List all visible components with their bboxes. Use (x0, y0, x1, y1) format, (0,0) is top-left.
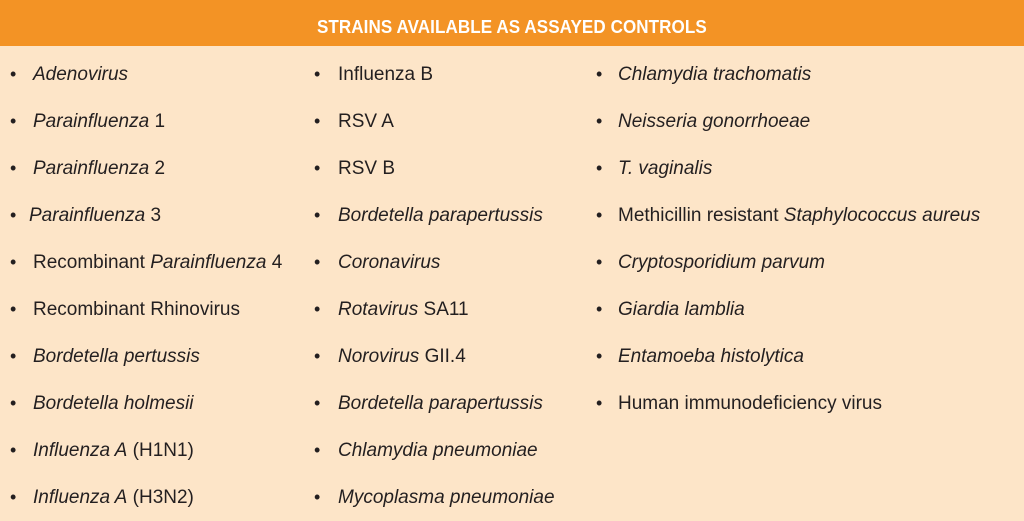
strain-text-italic: Entamoeba histolytica (618, 346, 804, 367)
bullet-icon: • (596, 299, 603, 319)
strain-name (338, 333, 466, 380)
strain-text-italic: Adenovirus (33, 64, 129, 85)
strain-name (338, 286, 469, 333)
strain-name (338, 98, 394, 145)
bullet-icon: • (10, 205, 17, 225)
strain-text-italic: Cryptosporidium parvum (618, 252, 825, 273)
strain-text-italic: T. vaginalis (618, 158, 713, 179)
bullet-icon: • (596, 346, 603, 366)
strain-name (618, 145, 712, 192)
strain-text-regular: (H1N1) (127, 440, 194, 461)
strain-text-italic: Neisseria gonorrhoeae (618, 111, 811, 132)
strain-name (338, 380, 543, 427)
bullet-icon: • (314, 252, 321, 272)
strain-text-italic: Parainfluenza (33, 111, 150, 132)
strain-text-regular: Influenza B (338, 64, 434, 85)
bullet-icon: • (10, 487, 17, 507)
strain-name (33, 286, 240, 333)
strain-name (29, 192, 161, 239)
strain-text-regular: Methicillin resistant (618, 205, 784, 226)
strain-text-italic: Parainfluenza (33, 158, 150, 179)
strain-text-regular: SA11 (418, 299, 469, 320)
bullet-icon: • (10, 111, 17, 131)
strain-text-italic: Bordetella holmesii (33, 393, 194, 414)
strain-text-regular: 3 (145, 205, 162, 226)
bullet-icon: • (10, 252, 17, 272)
bullet-icon: • (596, 205, 603, 225)
strain-text-regular: Recombinant Rhinovirus (33, 299, 240, 320)
strain-text-regular: 4 (266, 252, 283, 273)
strain-name (33, 51, 128, 98)
strain-text-regular: Recombinant (33, 252, 151, 273)
strain-name (338, 51, 433, 98)
bullet-icon: • (10, 440, 17, 460)
bullet-icon: • (596, 111, 603, 131)
strain-text-italic: Norovirus (338, 346, 420, 367)
strain-text-italic: Bordetella pertussis (33, 346, 200, 367)
strain-text-regular: Human immunodeficiency virus (618, 393, 882, 414)
bullet-icon: • (314, 487, 321, 507)
strain-text-italic: Influenza A (33, 487, 128, 508)
strain-text-italic: Coronavirus (338, 252, 441, 273)
strain-name (338, 192, 543, 239)
strain-name (618, 239, 825, 286)
bullet-icon: • (10, 64, 17, 84)
strain-text-regular: GII.4 (419, 346, 466, 367)
strain-text-italic: Parainfluenza (150, 252, 267, 273)
bullet-icon: • (596, 252, 603, 272)
strain-text-italic: Rotavirus (338, 299, 419, 320)
strain-text-italic: Parainfluenza (29, 205, 146, 226)
strain-text-italic: Chlamydia trachomatis (618, 64, 812, 85)
bullet-icon: • (596, 158, 603, 178)
strain-name (33, 98, 165, 145)
bullet-icon: • (596, 64, 603, 84)
bullet-icon: • (314, 111, 321, 131)
bullet-icon: • (10, 393, 17, 413)
header-bar (0, 0, 1024, 46)
strain-name (338, 239, 440, 286)
strain-name (338, 145, 395, 192)
strain-name (33, 333, 200, 380)
strain-name (33, 427, 194, 474)
strain-name (338, 427, 538, 474)
strain-text-italic: Chlamydia pneumoniae (338, 440, 538, 461)
bullet-icon: • (314, 158, 321, 178)
strain-name (33, 474, 194, 521)
strain-name (618, 51, 811, 98)
strain-name (618, 380, 882, 427)
strain-text-regular: 1 (149, 111, 166, 132)
bullet-icon: • (314, 64, 321, 84)
strain-text-regular: RSV A (338, 111, 394, 132)
bullet-icon: • (314, 205, 321, 225)
bullet-icon: • (314, 393, 321, 413)
bullet-icon: • (10, 158, 17, 178)
strain-name (338, 474, 555, 521)
bullet-icon: • (10, 346, 17, 366)
strain-text-regular: RSV B (338, 158, 396, 179)
strain-name (33, 380, 194, 427)
panel-title: STRAINS AVAILABLE AS ASSAYED CONTROLS (317, 16, 707, 37)
strain-name (33, 239, 282, 286)
strain-text-italic: Staphylococcus aureus (783, 205, 981, 226)
strain-text-regular: (H3N2) (127, 487, 194, 508)
bullet-icon: • (314, 346, 321, 366)
strain-name (33, 145, 165, 192)
strain-text-italic: Giardia lamblia (618, 299, 745, 320)
strain-name (618, 286, 745, 333)
strain-name (618, 333, 804, 380)
strain-name (618, 98, 810, 145)
strain-text-italic: Influenza A (33, 440, 128, 461)
strain-text-italic: Bordetella parapertussis (338, 205, 543, 226)
bullet-icon: • (10, 299, 17, 319)
bullet-icon: • (596, 393, 603, 413)
strain-text-regular: 2 (149, 158, 166, 179)
bullet-icon: • (314, 299, 321, 319)
strain-text-italic: Bordetella parapertussis (338, 393, 543, 414)
bullet-icon: • (314, 440, 321, 460)
strain-text-italic: Mycoplasma pneumoniae (338, 487, 555, 508)
strain-name (618, 192, 980, 239)
